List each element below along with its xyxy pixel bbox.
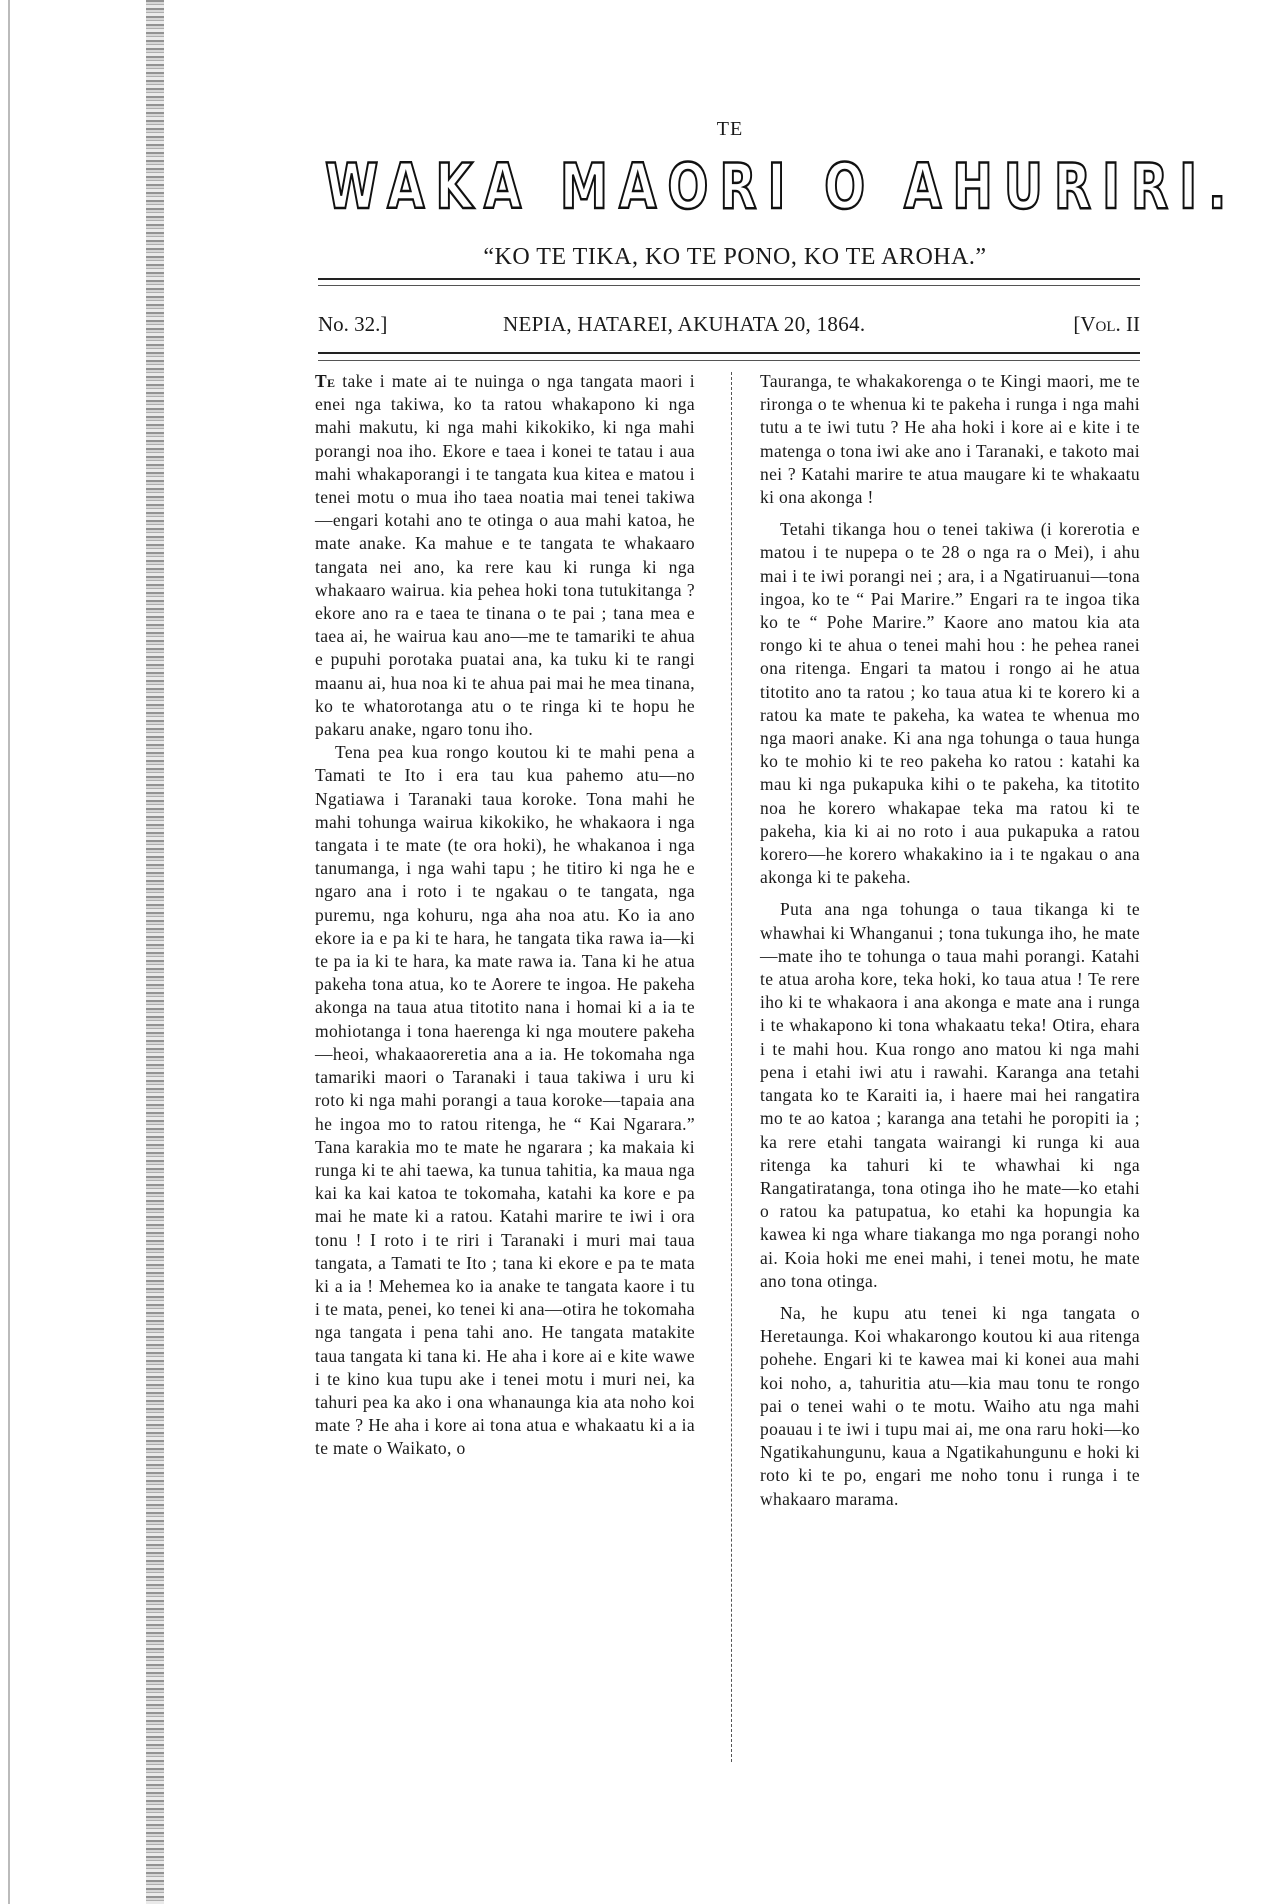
header-rule (318, 352, 1140, 354)
article-paragraph: Tetahi tikanga hou o tenei takiwa (i korerotia e matou i te nupepa o te 28 o nga ra o Mei), i ahu mai i te iwi porangi nei ; ara, i a Ngatiruanui—tona ingoa, ko te “ Pai Marire.” Engari ra te ingoa tika ko te “ Pohe Marire.” Kaore ano matou kia ata rongo ki te ahua o tenei mahi hou : he pehea ranei ona ritenga. Engari ta matou i rongo ai he atua titotito ano ta ratou ; ko taua atua ki te korero ki a ratou ka mate te pakeha, ka watea te whenua mo nga maori anake. Ki ana nga tohunga o taua hunga ko te mohio ki te reo pakeha ko ratou : katahi ka mau ki nga pukapuka kihi o te pakeha, ka titotito noa he korero whakapae teka ma ratou ki te pakeha, kia ki ai no roto i aua pukapuka a ratou korero—he korero whakakino ia i te ngakau o ana akonga ki te pakeha. (760, 519, 1140, 888)
paragraph-text: take i mate ai te nuinga o nga tangata maori i enei nga takiwa, ko ta ratou whakapono ki nga mahi makutu, ki nga mahi kikokiko, ki nga mahi porangi noa iho. Ekore e taea i konei te tatau i aua mahi whakaporangi i te tangata kua kitea e matou i tenei motu o mua iho taea noatia mai tenei takiwa—engari kotahi ano te otinga o aua mahi katoa, he mate anake. Ka mahue e te tangata te whakaaro tangata nei ano, ka rere kau ki runga ki nga whakaaro wairua. kia pehea hoki tona tutukitanga ? ekore ano ra e taea te tinana o te pai ; tana mea e taea ai, he wairua kau ano—me te tamariki te ahua e pupuhi porotaka puatai ana, ka tuku ki te rangi maanu ai, hua noa ki te ahua pai mai he mea tinana, ko te whatorotanga atu o te ringa ki te hopu he pakaru anake, ngaro tonu iho. (315, 371, 695, 740)
masthead-prefix: TE (716, 118, 744, 140)
column-divider (731, 372, 732, 1762)
article-column-left (315, 370, 695, 1461)
header-rule (318, 285, 1140, 286)
article-paragraph: Puta ana nga tohunga o taua tikanga ki te whawhai ki Whanganui ; tona tukunga iho, he mate—mate iho te tohunga o taua mahi porangi. Katahi te atua aroha kore, teka hoki, ko taua atua ! Te rere iho ki te whakaora i ana akonga e mate ana i runga i te whakapono ki tona whakaatu teka! Otira, ehara i te mahi hou. Kua rongo ano matou ki nga mahi pena i etahi iwi atu i rawahi. Karanga ana tetahi tangata ko te Karaiti ia, i haere mai hei rangatira mo te ao katoa ; karanga ana tetahi he poropiti ia ; ka rere etahi tangata wairangi ki runga ki aua ritenga ka tahuri ki te whawhai ki nga Rangatiratanga, tona otinga iho he mate—ko etahi o ratou ka patupatua, ko etahi ka hopungia ka kawea ki nga whare tiakanga mo nga porangi noho ai. Koia hoki me enei mahi, i tenei motu, he mate ano tona otinga. (760, 899, 1140, 1291)
article-paragraph: Tauranga, te whakakorenga o te Kingi maori, me te rironga o te whenua ki te pakeha i runga i nga mahi tutu a te iwi tutu ? He aha hoki i kore ai e kite i te matenga o tona iwi ake ano i Taranaki, e takoto mai nei ? Katahi marire te atua maugare ki te whakaatu ki ona akonga ! (760, 371, 1140, 508)
issue-dateline: NEPIA, HATAREI, AKUHATA 20, 1864. (503, 312, 866, 336)
masthead-title: WAKA MAORI O AHURIRI. (325, 150, 1238, 223)
scan-edge-line (8, 0, 10, 1904)
page-binding-edge (146, 0, 164, 1904)
issue-volume: [Vol. II (1073, 312, 1140, 336)
masthead-motto: “KO TE TIKA, KO TE PONO, KO TE AROHA.” (483, 244, 987, 270)
article-paragraph: Na, he kupu atu tenei ki nga tangata o Heretaunga. Koi whakarongo koutou ki aua ritenga pohehe. Engari ki te kawea mai ki konei aua mahi koi noho, a, tahuritia atu—kia mau tonu te rongo pai o tenei wahi o te motu. Waiho atu nga mahi poauau i te iwi i tupu mai ai, me ona raru hoki—ko Ngatikahungunu, kaua a Ngatikahungunu e hoki ki roto ki te po, engari me noho tonu i runga i te whakaaro marama. (760, 1302, 1140, 1509)
article-paragraph: Tena pea kua rongo koutou ki te mahi pena a Tamati te Ito i era tau kua pahemo atu—no Ngatiawa i Taranaki taua koroke. Tona mahi he mahi tohunga wairua kikokiko, he whakaora i nga tangata i te mate (te ora hoki), he whakanoa i nga tanumanga, i nga wahi tapu ; he titiro ki nga he e ngaro ana i roto i te ngakau o te tangata, nga puremu, nga kohuru, nga aha noa atu. Ko ia ano ekore ia e pa ki te hara, he tangata tika rawa ia—ki te pa ia ki te hara, ka mate rawa ia. Tana ki he atua pakeha tona atua, ko te Aorere te ingoa. He pakeha akonga na taua atua titotito nana i homai ki a ia te mohiotanga i tona haerenga ki nga moutere pakeha—heoi, whakaaoreretia ana a ia. He tokomaha nga tamariki maori o Taranaki i taua takiwa i uru ki roto ki nga mahi porangi a taua koroke—tapaia ana he ingoa mo to ratou ritenga, he “ Kai Ngarara.” Tana karakia mo te mate he ngarara ; ka makaia ki runga ki te ahi taewa, ka tunua tahitia, ka maua nga kai ka kai katoa te tokomaha, katahi ka kore e pa mai he mate ki a ratou. Katahi marire te iwi i ora tonu ! I roto i te riri i Taranaki i muri mai taua tangata, a Tamati te Ito ; tana ki ekore e pa te mata ki a ia ! Mehemea ko ia anake te tangata kaore i tu i te mata, penei, ko tenei ki ana—otira he tokomaha nga tangata i pena tahi ano. He tangata matakite taua tangata ki tana ki. He aha i kore ai e kite wawe i te kino kua tupu ake i tenei motu i muri nei, ka tahuri pea ka ako i ona whanaunga kia ata noho koi mate ? He aha i kore ai tona atua e whakaatu ki a ia te mate o Waikato, o (315, 742, 695, 1459)
issue-number: No. 32.] (318, 312, 388, 336)
article-column-right (760, 370, 1140, 1511)
opening-word: Te (315, 371, 336, 391)
article-paragraph (315, 370, 695, 741)
header-rule (318, 360, 1140, 361)
header-rule (318, 278, 1140, 280)
